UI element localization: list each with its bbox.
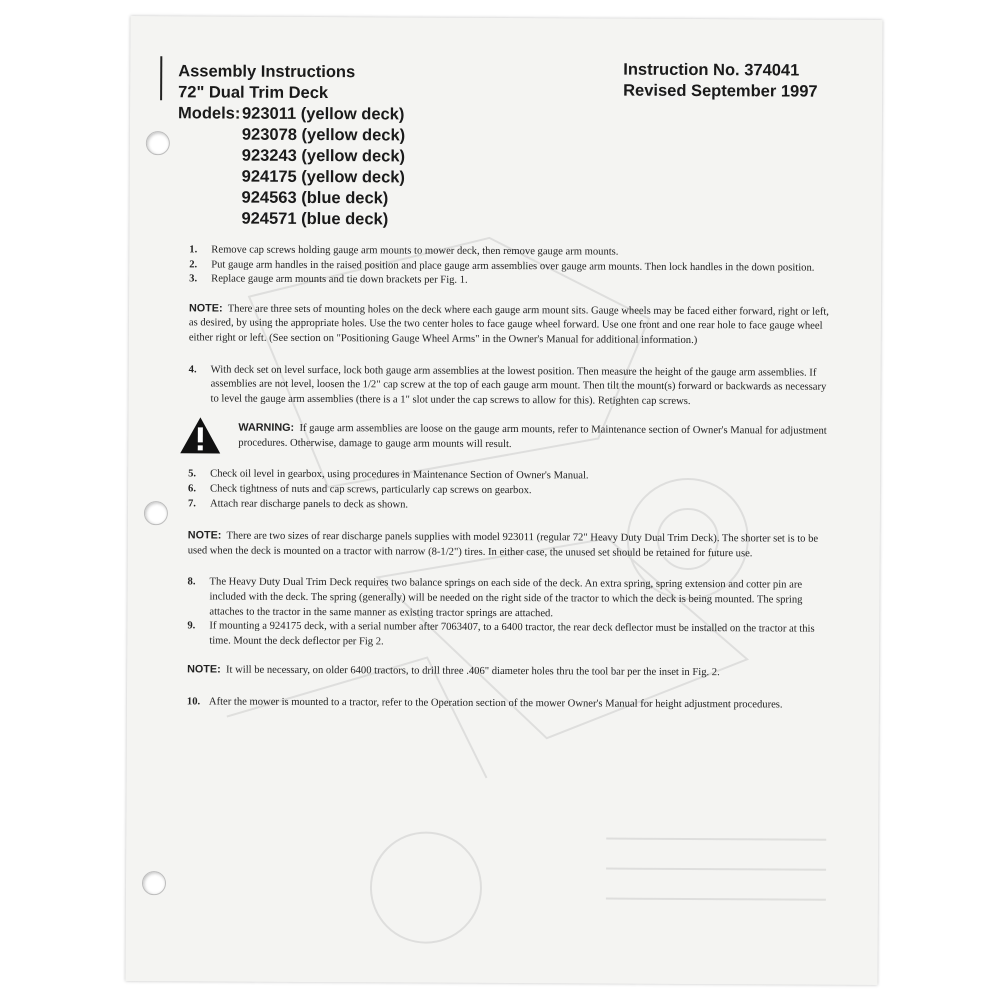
model-item: 924175 (yellow deck) xyxy=(241,167,406,187)
step-text: If mounting a 924175 deck, with a serial number after 7063407, to a 6400 tractor, the rear deck deflector must be installed on the tractor at this time. Mount the deck deflector per Fig 2. xyxy=(209,620,815,648)
models-block xyxy=(177,103,405,230)
instruction-sheet xyxy=(125,16,882,985)
model-item: 923011 (yellow deck) xyxy=(241,104,405,124)
margin-mark xyxy=(160,56,162,100)
step-number: 1. xyxy=(189,244,198,256)
step-text: After the mower is mounted to a tractor, refer to the Operation section of the mower Owner's Manual for height adjustment procedures. xyxy=(208,696,783,711)
step-item xyxy=(187,576,832,623)
step-item xyxy=(187,619,832,652)
instruction-number: Instruction No. 374041 xyxy=(623,60,800,80)
step-number: 5. xyxy=(188,468,197,480)
step-text: Replace gauge arm mounts and tie down brackets per Fig. 1. xyxy=(211,273,468,286)
step-number: 2. xyxy=(189,258,198,270)
note-label: NOTE: xyxy=(187,529,222,542)
punch-hole-bottom xyxy=(142,871,166,895)
step-number: 3. xyxy=(189,273,198,285)
note-label: NOTE: xyxy=(187,663,221,676)
note-text: It will be necessary, on older 6400 tractors, to drill three .406" diameter holes thru the tool bar per the inset in Fig. 2. xyxy=(225,664,720,679)
step-text: Attach rear discharge panels to deck as shown. xyxy=(209,497,409,511)
step-item xyxy=(187,695,832,713)
step-number: 4. xyxy=(188,363,197,375)
step-text: Put gauge arm handles in the raised position and place gauge arm assemblies over gauge arm mounts. Then lock handles in the down position. xyxy=(211,259,815,274)
models-label: Models: xyxy=(177,104,241,123)
step-text: With deck set on level surface, lock both gauge arm assemblies at the lowest position. Then measure the height of the gauge arm assemblies. If assemblies are not level, loosen the 1/2" cap screw at the top of each gauge arm mount. Then tilt the mount(s) forward or backwards as necessary to level the gauge arm assemblies (there is a 1" slot under the cap screws to allow for this). Retighten cap screws. xyxy=(210,364,827,407)
model-item: 923243 (yellow deck) xyxy=(241,146,406,166)
note-text: There are three sets of mounting holes on the deck where each gauge arm mount sits. Gauge wheels may be faced either forward, right or left, as desired, by using the appropriate holes. Use the two center holes to face gauge wheel forward. Use one front and one rear hole to face gauge wheel either right or left. (See section on "Positioning Gauge Wheel Arms" in the Owner's Manual for additional information.) xyxy=(188,303,829,346)
warning-block xyxy=(178,421,833,459)
note-mounting-holes xyxy=(189,301,834,349)
document-id-block xyxy=(623,60,818,103)
warning-triangle-icon xyxy=(178,416,222,456)
revision-date: Revised September 1997 xyxy=(623,81,818,101)
step-number: 7. xyxy=(187,497,196,509)
step-number: 6. xyxy=(188,483,197,495)
step-text: Remove cap screws holding gauge arm mounts to mower deck, then remove gauge arm mounts. xyxy=(211,244,619,258)
note-text: There are two sizes of rear discharge panels supplies with model 923011 (regular 72" Heavy Duty Dual Trim Deck). The shorter set is to be used when the deck is mounted on a tractor with narrow (8-1/2") tires. In either case, the unused set should be retained for future use. xyxy=(187,530,819,560)
models-list xyxy=(241,104,405,231)
step-number: 9. xyxy=(187,620,196,632)
step-number: 8. xyxy=(187,576,196,588)
note-label: NOTE: xyxy=(188,302,223,315)
model-item: 924563 (blue deck) xyxy=(241,188,389,208)
step-number: 10. xyxy=(186,696,201,708)
warning-label: WARNING: xyxy=(238,421,295,435)
document-title-block xyxy=(177,61,405,230)
title-line-2: 72" Dual Trim Deck xyxy=(178,83,329,103)
step-text: The Heavy Duty Dual Trim Deck requires two balance springs on each side of the deck. An extra spring, spring extension and cotter pin are included with the deck. The spring (generally) will be needed on the right side of the tractor to which the deck is being mounted. The spring attaches to the tractor in the same manner as existing tractor springs are attached. xyxy=(209,576,803,619)
model-item: 924571 (blue deck) xyxy=(241,209,389,229)
punch-hole-middle xyxy=(144,501,168,525)
instructions-body xyxy=(187,243,834,713)
title-line-1: Assembly Instructions xyxy=(178,62,356,82)
warning-text-block xyxy=(238,421,833,454)
warning-text: If gauge arm assemblies are loose on the gauge arm mounts, refer to Maintenance section of Owner's Manual for adjustment procedures. Otherwise, damage to gauge arm mounts will result. xyxy=(238,423,827,450)
step-text: Check oil level in gearbox, using procedures in Maintenance Section of Owner's Manual. xyxy=(210,468,589,482)
punch-hole-top xyxy=(146,131,170,155)
step-item xyxy=(188,363,833,410)
step-text: Check tightness of nuts and cap screws, particularly cap screws on gearbox. xyxy=(210,483,532,497)
note-discharge-panels xyxy=(188,528,833,562)
model-item: 923078 (yellow deck) xyxy=(241,125,406,145)
